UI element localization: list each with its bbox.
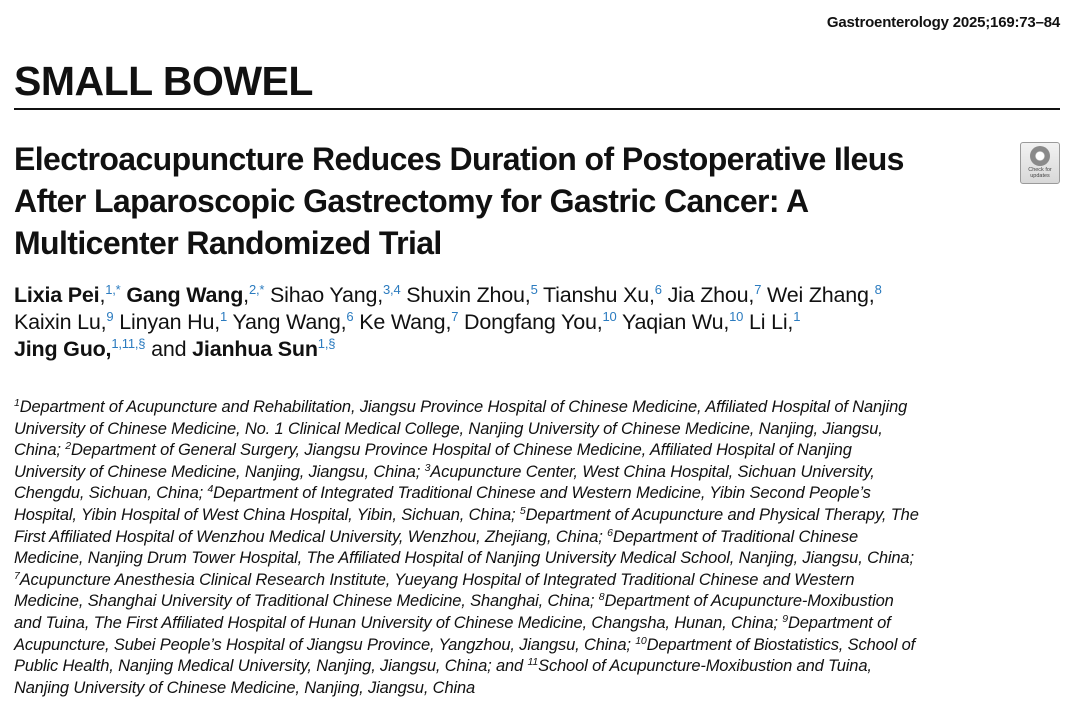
affiliation-ref[interactable]: 5: [530, 282, 538, 297]
affiliation-ref[interactable]: 6: [346, 309, 354, 324]
affiliation-line: [14, 656, 1074, 678]
author-name: Lixia Pei: [14, 283, 100, 307]
affiliation-text: School of Acupuncture-Moxibustion and Tuina,: [538, 657, 872, 676]
affiliation-text: Department of Acupuncture and Physical Therapy, The: [525, 505, 919, 524]
author-name: Ke Wang,: [359, 310, 452, 334]
affiliation-ref[interactable]: 1,§: [317, 336, 336, 351]
affiliation-number: 11: [527, 656, 539, 669]
affiliation-line: [14, 548, 1074, 570]
affiliation-number: 9: [782, 612, 788, 625]
author-name: Tianshu Xu,: [543, 283, 655, 307]
affiliation-ref[interactable]: 9: [106, 309, 114, 324]
author-line: [14, 336, 1074, 363]
affiliation-text: Medicine, Nanjing Drum Tower Hospital, The Affiliated Hospital of Nanjing University Medical School, Nanjing, Jiangsu, China;: [14, 549, 914, 568]
author-name: Linyan Hu,: [119, 310, 221, 334]
affiliation-text: Medicine, Shanghai University of Traditional Chinese Medicine, Shanghai, China;: [14, 592, 599, 611]
affiliation-text: China;: [14, 441, 66, 460]
affiliation-text: and Tuina, The First Affiliated Hospital of Hunan University of Chinese Medicine, Changsha, Hunan, China;: [14, 613, 783, 632]
affiliation-number: 1: [14, 397, 20, 409]
affiliation-ref[interactable]: 10: [602, 309, 617, 324]
affiliation-line: [14, 419, 1074, 441]
author-name: Sihao Yang,: [270, 283, 384, 307]
affiliation-number: 3: [424, 461, 431, 474]
affiliation-line: [14, 483, 1074, 505]
author-name: Jia Zhou,: [667, 283, 755, 307]
title-line: After Laparoscopic Gastrectomy for Gastric Cancer: A: [14, 183, 809, 219]
affiliation-text: Public Health, Nanjing Medical University, Nanjing, Jiangsu, China; and: [14, 657, 528, 676]
affiliation-text: Acupuncture Anesthesia Clinical Research Institute, Yueyang Hospital of Integrated Traditional Chinese and Western: [19, 570, 855, 589]
affiliation-number: 7: [14, 569, 20, 582]
author-name: Jing Guo,: [14, 337, 112, 361]
affiliation-number: 4: [207, 483, 214, 496]
affiliation-number: 10: [635, 634, 647, 647]
affiliation-number: 5: [519, 504, 526, 517]
affiliation-ref[interactable]: 2,*: [248, 282, 265, 297]
author-name: Yaqian Wu,: [621, 310, 730, 334]
affiliation-line: [14, 505, 1074, 527]
author-line: [14, 282, 1074, 309]
author-name: Shuxin Zhou,: [406, 283, 531, 307]
author-list: [14, 282, 1074, 363]
check-for-updates-button[interactable]: [1020, 142, 1060, 184]
affiliation-line: [14, 678, 1074, 700]
affiliation-text: Department of Biostatistics, School of: [646, 635, 916, 654]
affiliation-ref[interactable]: 8: [874, 282, 882, 297]
author-line: [14, 309, 1074, 336]
affiliation-ref[interactable]: 1,11,§: [111, 336, 146, 351]
author-name: Yang Wang,: [232, 310, 347, 334]
article-title: [14, 138, 974, 264]
affiliation-ref[interactable]: 1: [220, 309, 228, 324]
affiliation-line: [14, 462, 1074, 484]
badge-label: updates: [1030, 173, 1050, 179]
author-name: Jianhua Sun: [192, 337, 318, 361]
affiliation-ref[interactable]: 6: [654, 282, 662, 297]
section-heading: SMALL BOWEL: [14, 58, 313, 104]
affiliation-text: Acupuncture, Subei People’s Hospital of Jiangsu Province, Yangzhou, Jiangsu, China;: [14, 635, 636, 654]
affiliation-line: [14, 397, 1074, 419]
affiliations: [14, 397, 1074, 699]
badge-label: Check for: [1028, 167, 1052, 173]
affiliation-number: 6: [607, 526, 613, 539]
affiliation-text: Department of: [787, 613, 891, 632]
author-name: Li Li,: [748, 310, 794, 334]
affiliation-text: Hospital, Yibin Hospital of West China Hospital, Yibin, Sichuan, China;: [14, 505, 520, 524]
affiliation-text: Department of Traditional Chinese: [612, 527, 858, 546]
affiliation-number: 8: [598, 591, 605, 604]
affiliation-text: Acupuncture Center, West China Hospital, Sichuan University,: [430, 462, 875, 481]
affiliation-line: [14, 440, 1074, 462]
author-name: Wei Zhang,: [767, 283, 875, 307]
author-separator: ,: [99, 283, 106, 307]
affiliation-text: First Affiliated Hospital of Wenzhou Medical University, Wenzhou, Zhejiang, China;: [14, 527, 608, 546]
affiliation-line: [14, 635, 1074, 657]
affiliation-line: [14, 527, 1074, 549]
affiliation-text: University of Chinese Medicine, Nanjing, Jiangsu, China;: [14, 462, 425, 481]
section-divider: [14, 108, 1060, 110]
affiliation-text: Department of Acupuncture-Moxibustion: [604, 592, 894, 611]
check-for-updates-icon: [1030, 146, 1050, 166]
affiliation-text: Department of General Surgery, Jiangsu Province Hospital of Chinese Medicine, Affiliated Hospital of Nanjing: [70, 441, 852, 460]
title-line: Multicenter Randomized Trial: [14, 225, 442, 261]
affiliation-text: Department of Acupuncture and Rehabilitation, Jiangsu Province Hospital of Chinese Medicine, Affiliated Hospital of Nanjing: [19, 398, 908, 416]
affiliation-number: 2: [65, 440, 71, 453]
author-conjunction: and: [151, 337, 187, 361]
author-separator: ,: [243, 283, 249, 307]
affiliation-line: [14, 591, 1074, 613]
affiliation-text: Department of Integrated Traditional Chinese and Western Medicine, Yibin Second People’s: [213, 484, 871, 503]
affiliation-text: Nanjing University of Chinese Medicine, Nanjing, Jiangsu, China: [14, 678, 476, 697]
title-line: Electroacupuncture Reduces Duration of Postoperative Ileus: [14, 141, 904, 177]
affiliation-ref[interactable]: 1,*: [105, 282, 121, 297]
author-name: Dongfang You,: [464, 310, 603, 334]
affiliation-ref[interactable]: 7: [754, 282, 762, 297]
affiliation-ref[interactable]: 1: [793, 309, 801, 324]
affiliation-line: [14, 613, 1074, 635]
journal-citation: Gastroenterology 2025;169:73–84: [826, 14, 1060, 31]
affiliation-ref[interactable]: 7: [451, 309, 459, 324]
affiliation-line: [14, 570, 1074, 592]
affiliation-text: Chengdu, Sichuan, China;: [14, 484, 208, 503]
author-name: Gang Wang: [126, 283, 244, 307]
affiliation-ref[interactable]: 10: [729, 309, 744, 324]
affiliation-ref[interactable]: 3,4: [383, 282, 401, 297]
author-name: Kaixin Lu,: [14, 310, 107, 334]
affiliation-text: University of Chinese Medicine, No. 1 Clinical Medical College, Nanjing University of Chinese Medicine, Nanjing, Jiangsu,: [14, 419, 883, 438]
